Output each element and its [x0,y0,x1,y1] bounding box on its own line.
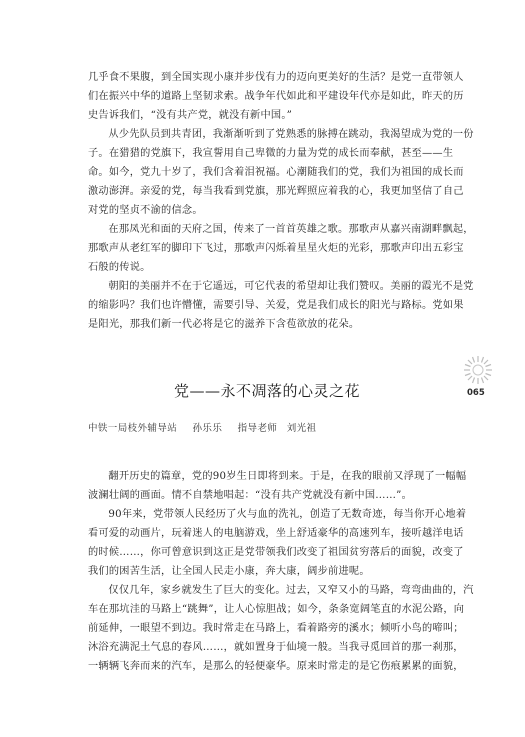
byline [88,420,328,434]
upper-paragraph-1: 几乎食不果腹，到全国实现小康并步伐有力的迈向更美好的生活？是党一直带领人们在振兴中华的道路上坚韧求索。战争年代如此和平建设年代亦是如此，昨天的历史告诉我们，“没有共产党，就没有新中国。” [88,72,464,121]
essay-title: 党——永不凋落的心灵之花 [174,382,361,400]
sunburst-ornament-icon [463,355,493,385]
lower-paragraph-3: 仅仅几年，家乡就发生了巨大的变化。过去，又窄又小的马路，弯弯曲曲的，汽车在那坑洼的马路上“跳舞”，让人心惊胆战；如今，条条宽阔笔直的水泥公路，向前延伸，一眼望不到边。我时常走在马路上，看着路旁的溪水；倾听小鸟的啼叫；沐浴充满泥土气息的春风……，就如置身于仙境一般。当我寻觅回首的那一刹那，一辆辆飞奔而来的汽车，是那么的轻便豪华。原来时常走的是它伤痕累累的面貌， [88,585,474,672]
byline-school: 中铁一局枝外辅导站 [88,423,178,434]
upper-paragraph-2: 从少先队员到共青团，我渐渐听到了党熟悉的脉搏在跳动，我渴望成为党的一份子。在猎猎的党旗下，我宣誓用自己卑微的力量为党的成长而奉献，甚至——生命。如今，党九十岁了，我们含着泪祝福。心潮随我们的党，我们为祖国的成长而激动澎湃。亲爱的党，每当我看到党旗，那光辉照应着我的心，我更加坚信了自己对党的坚贞不渝的信念。 [88,129,474,216]
lower-paragraph-1: 翻开历史的篇章，党的90岁生日即将到来。于是，在我的眼前又浮现了一幅幅波澜壮阔的画面。情不自禁地唱起：“没有共产党就没有新中国……”。 [88,471,467,501]
upper-paragraph-4: 朝阳的美丽并不在于它遥远，可它代表的希望却让我们赞叹。美丽的霞光不是党的缩影吗？我们也许懵懂，需要引导、关爱，党是我们成长的阳光与路标。党如果是阳光，那我们新一代必将是它的滋养下含苞欲放的花朵。 [88,281,474,330]
byline-advisor: 刘光祖 [286,423,317,434]
byline-advisor-label: 指导老师 [237,423,278,434]
upper-paragraph-3: 在那凤光和面的天府之国，传来了一首首英雄之歌。那歌声从嘉兴南湖畔飘起，那歌声从老红军的脚印下飞过，那歌声闪烁着星星火炬的光彩，那歌声印出五彩宝石般的传说。 [88,224,474,273]
page-number: 065 [467,388,485,398]
lower-article-block [88,467,474,676]
upper-article-block [88,68,474,334]
byline-author: 孙乐乐 [192,423,223,434]
lower-paragraph-2: 90年来，党带领人民经历了火与血的洗礼，创造了无数奇迹，每当你开心地着看可爱的动画片，玩着迷人的电脑游戏，坐上舒适豪华的高速列车，接听越洋电话的时候……，你可曾意识到这正是党带领我们改变了祖国贫穷落后的面貌，改变了我们的困苦生活，让全国人民走小康，奔大康，阔步前进呢。 [88,509,467,577]
